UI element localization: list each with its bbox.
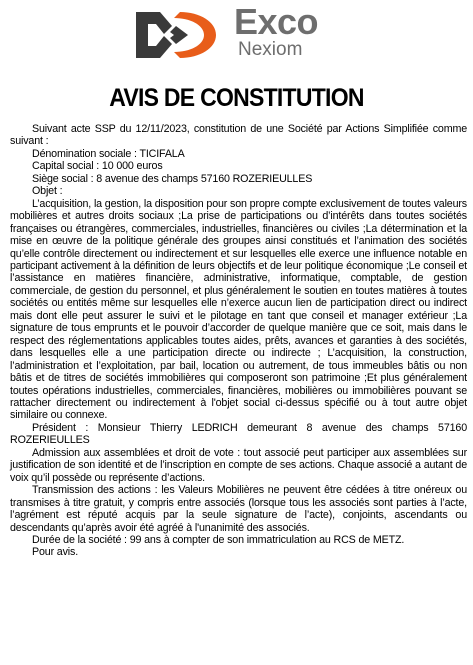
intro-paragraph: Suivant acte SSP du 12/11/2023, constitution de une Société par Actions Simplifiée comme suivant : [10, 123, 467, 148]
denomination-line: Dénomination sociale : TICIFALA [32, 147, 185, 160]
notice-title: AVIS DE CONSTITUTION [109, 84, 364, 112]
capital-line: Capital social : 10 000 euros [32, 160, 163, 173]
admission-paragraph: Admission aux assemblées et droit de vote : tout associé peut participer aux assemblées sur justification de son identité et de l’inscription en compte de ses actions. Chaque associé a autant de voix qu’il possède ou représente d’actions. [10, 446, 467, 484]
brand-wordmark [234, 1, 319, 60]
exco-nexiom-logo-icon [130, 4, 230, 66]
president-paragraph: Président : Monsieur Thierry LEDRICH demeurant 8 avenue des champs 57160 ROZERIEULLES [10, 421, 467, 447]
transmission-paragraph: Transmission des actions : les Valeurs Mobilières ne peuvent être cédées à titre onéreux ou transmises à titre gratuit, y compris entre associés (lorsque tous les associés sont parties à l’acte, l’agrément est réputé acquis par la seule signature de l’acte), conjoints, ascendants ou descendants qu’après avoir été agréé à l'unanimité des associés. [10, 484, 467, 534]
notice-body [10, 123, 467, 559]
siege-line: Siège social : 8 avenue des champs 57160 ROZERIEULLES [32, 172, 313, 185]
objet-paragraph: L’acquisition, la gestion, la disposition pour son propre compte exclusivement de toutes valeurs mobilières et autres droits sociaux ;La prise de participations ou d’intérêts dans toutes sociétés françaises ou étrangères, commerciales, industrielles, financières ou civiles ;La détermination et la mise en œuvre de la politique générale des groupes ainsi constitués et l’animation des sociétés qu’elle contrôle directement ou indirectement et sur lesquelles elle exerce une influence notable en participant activement à la définition de leurs objectifs et de leur politique économique ;Le conseil et l’assistance en matières financière, administrative, informatique, comptable, de gestion commerciale, de gestion du personnel, et plus généralement le soutien en toutes matières à toutes sociétés ou entités même sur lesquelles elle n’exerce aucun lien de participation direct ou indirect mais dont elle peut assurer le suivi et le pilotage en tant que conseil et manager extérieur ;La signature de tous emprunts et le pouvoir d’accorder de quelque manière que ce soit, mais dans le respect des réglementations applicables toutes aides, prêts, avances et garanties à des sociétés, dans lesquelles elle a une participation directe ou indirecte ; L’acquisition, la construction, l’administration et l’exploitation, par bail, location ou autrement, de tous immeubles bâtis ou non bâtis et de titres de sociétés immobilières qui composeront son patrimoine ;Et plus généralement toutes opérations industrielles, commerciales, financières, mobilières ou immobilières pouvant se rattacher directement ou indirectement à l'objet social ci-dessus spécifié ou à tout autre objet similaire ou connexe. [10, 197, 467, 422]
objet-label: Objet : [32, 185, 63, 198]
brand-subname: Nexiom [238, 39, 303, 60]
duree-line: Durée de la société : 99 ans à compter de son immatriculation au RCS de METZ. [32, 533, 405, 546]
closing-line: Pour avis. [32, 546, 79, 559]
brand-name: Exco [234, 1, 319, 42]
company-logo [130, 1, 350, 66]
